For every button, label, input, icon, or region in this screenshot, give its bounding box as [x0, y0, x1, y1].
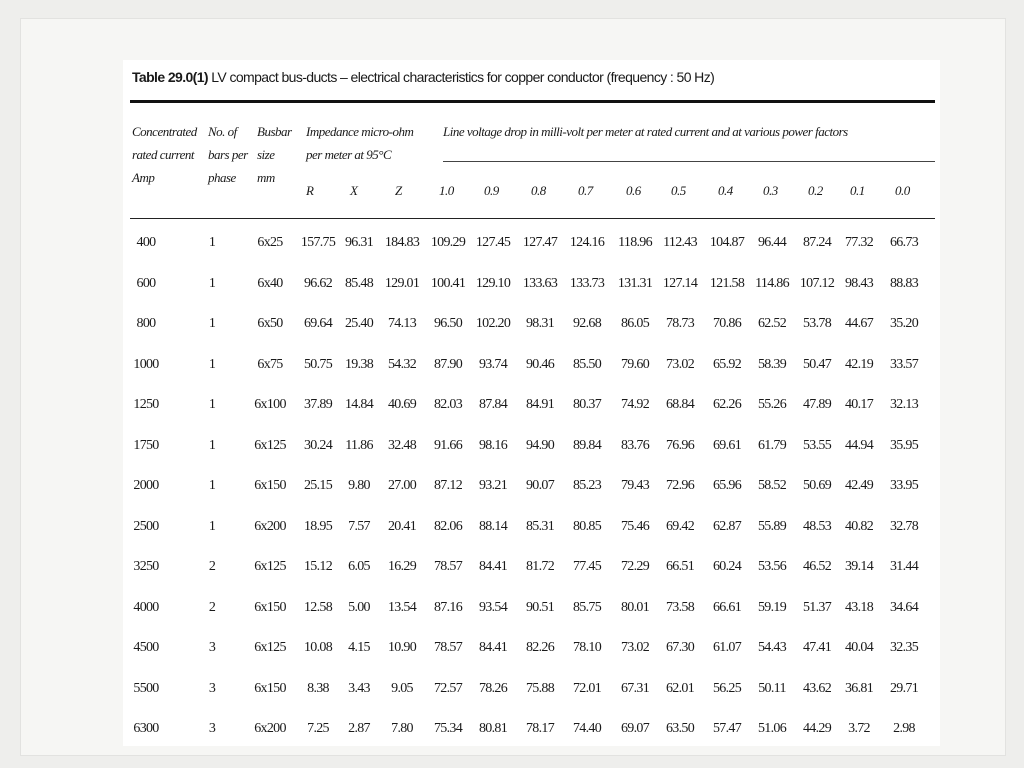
table-cell: 85.75: [572, 599, 602, 615]
table-cell: 48.53: [802, 518, 832, 534]
table-cell: 109.29: [430, 235, 466, 250]
table-cell: 6x100: [254, 397, 286, 412]
table-cell: 46.52: [802, 559, 832, 574]
table-cell: 15.12: [303, 559, 333, 574]
table-row: [123, 235, 940, 276]
table-cell: 87.16: [433, 599, 463, 615]
table-cell: 1: [208, 478, 216, 493]
table-cell: 67.30: [665, 640, 695, 655]
table-cell: 25.15: [303, 478, 333, 493]
table-cell: 87.12: [433, 478, 463, 493]
table-cell: 50.47: [802, 356, 832, 372]
table-cell: 93.54: [478, 599, 508, 615]
table-cell: 4.15: [348, 640, 370, 655]
table-cell: 78.73: [665, 316, 695, 331]
table-cell: 32.48: [387, 437, 417, 453]
table-cell: 133.63: [522, 275, 558, 291]
table-cell: 5.00: [348, 599, 370, 615]
table-cell: 47.41: [802, 640, 832, 655]
table-cell: 1: [208, 356, 216, 372]
header-power-factor: 0.0: [895, 183, 910, 198]
table-title: [132, 69, 714, 85]
table-cell: 74.92: [620, 397, 650, 412]
table-cell: 18.95: [303, 518, 333, 534]
table-cell: 6x200: [254, 721, 286, 736]
table-cell: 6x75: [257, 356, 283, 372]
table-cell: 1250: [133, 397, 159, 412]
table-cell: 73.02: [620, 640, 650, 655]
table-cell: 80.01: [620, 599, 650, 615]
table-cell: 31.44: [889, 559, 919, 574]
table-cell: 40.17: [844, 397, 874, 412]
table-caption: LV compact bus-ducts – electrical characteristics for copper conductor (frequency : 50 Hz): [211, 69, 715, 85]
table-cell: 9.05: [391, 680, 413, 696]
table-cell: 85.23: [572, 478, 602, 493]
table-cell: 6x25: [257, 235, 283, 250]
table-cell: 98.43: [844, 275, 874, 291]
table-cell: 100.41: [430, 275, 466, 291]
table-cell: 53.55: [802, 437, 832, 453]
table-cell: 62.01: [665, 680, 695, 696]
table-cell: 51.37: [802, 599, 832, 615]
header-power-factor: 0.7: [578, 183, 593, 198]
table-cell: 84.41: [478, 640, 508, 655]
table-cell: 67.31: [620, 680, 650, 696]
table-cell: 37.89: [303, 397, 333, 412]
table-cell: 3: [208, 640, 216, 655]
header-impedance-x: X: [350, 183, 358, 198]
table-cell: 88.14: [478, 518, 508, 534]
table-cell: 6x125: [254, 437, 286, 453]
table-row: [123, 357, 940, 398]
table-cell: 72.01: [572, 680, 602, 696]
table-cell: 5500: [133, 680, 159, 696]
table-cell: 76.96: [665, 437, 695, 453]
table-cell: 73.02: [665, 356, 695, 372]
table-cell: 112.43: [663, 235, 697, 250]
table-cell: 78.57: [433, 559, 463, 574]
table-cell: 118.96: [618, 235, 652, 250]
table-cell: 90.51: [525, 599, 555, 615]
table-cell: 87.90: [433, 356, 463, 372]
header-power-factor: 1.0: [439, 183, 454, 198]
table-cell: 62.52: [757, 316, 787, 331]
table-cell: 77.45: [572, 559, 602, 574]
table-cell: 79.60: [620, 356, 650, 372]
top-rule: [130, 100, 935, 103]
table-cell: 104.87: [709, 235, 745, 250]
table-cell: 133.73: [569, 275, 605, 291]
table-cell: 53.78: [802, 316, 832, 331]
table-cell: 44.29: [802, 721, 832, 736]
table-cell: 131.31: [617, 275, 653, 291]
table-cell: 129.10: [475, 275, 511, 291]
table-cell: 102.20: [475, 316, 511, 331]
table-cell: 2000: [133, 478, 159, 493]
table-row: [123, 316, 940, 357]
header-rated-current: Concentrated rated current Amp: [132, 124, 197, 185]
table-cell: 78.10: [572, 640, 602, 655]
table-cell: 58.52: [757, 478, 787, 493]
table-cell: 54.32: [387, 356, 417, 372]
table-cell: 85.31: [525, 518, 555, 534]
table-cell: 16.29: [387, 559, 417, 574]
table-cell: 75.46: [620, 518, 650, 534]
table-cell: 82.03: [433, 397, 463, 412]
table-cell: 72.96: [665, 478, 695, 493]
table-cell: 800: [136, 316, 156, 331]
table-cell: 69.61: [712, 437, 742, 453]
table-cell: 6.05: [348, 559, 370, 574]
table-row: [123, 559, 940, 600]
table-cell: 82.06: [433, 518, 463, 534]
table-cell: 78.26: [478, 680, 508, 696]
table-cell: 20.41: [387, 518, 417, 534]
header-voltage-drop: Line voltage drop in milli-volt per meter at rated current and at various power factors: [443, 124, 848, 139]
table-cell: 75.34: [433, 721, 463, 736]
table-cell: 83.76: [620, 437, 650, 453]
table-cell: 10.08: [303, 640, 333, 655]
table-cell: 54.43: [757, 640, 787, 655]
table-cell: 29.71: [889, 680, 919, 696]
table-cell: 1: [208, 518, 216, 534]
table-cell: 77.32: [844, 235, 874, 250]
table-cell: 50.69: [802, 478, 832, 493]
table-cell: 62.87: [712, 518, 742, 534]
table-cell: 6x150: [254, 680, 286, 696]
table-cell: 93.74: [478, 356, 508, 372]
table-cell: 35.95: [889, 437, 919, 453]
table-cell: 13.54: [387, 599, 417, 615]
table-cell: 34.64: [889, 599, 919, 615]
table-cell: 39.14: [844, 559, 874, 574]
table-cell: 68.84: [665, 397, 695, 412]
table-cell: 56.25: [712, 680, 742, 696]
header-impedance-r: R: [306, 183, 314, 198]
table-cell: 43.62: [802, 680, 832, 696]
table-cell: 80.37: [572, 397, 602, 412]
table-row: [123, 478, 940, 519]
table-cell: 79.43: [620, 478, 650, 493]
table-cell: 66.73: [889, 235, 919, 250]
table-cell: 66.51: [665, 559, 695, 574]
table-cell: 184.83: [384, 235, 420, 250]
table-cell: 80.85: [572, 518, 602, 534]
table-cell: 1: [208, 316, 216, 331]
header-power-factor: 0.2: [808, 183, 823, 198]
table-cell: 12.58: [303, 599, 333, 615]
table-cell: 6x125: [254, 559, 286, 574]
header-power-factor: 0.6: [626, 183, 641, 198]
table-cell: 6300: [133, 721, 159, 736]
table-cell: 3: [208, 721, 216, 736]
table-cell: 127.45: [475, 235, 511, 250]
table-cell: 74.40: [572, 721, 602, 736]
header-power-factor: 0.1: [850, 183, 865, 198]
header-impedance: Impedance micro-ohm per meter at 95°C: [306, 124, 414, 162]
table-cell: 1: [208, 235, 216, 250]
table-row: [123, 519, 940, 560]
table-cell: 73.58: [665, 599, 695, 615]
table-cell: 2.87: [348, 721, 370, 736]
table-cell: 3250: [133, 559, 159, 574]
table-cell: 6x40: [257, 275, 283, 291]
table-cell: 10.90: [387, 640, 417, 655]
table-cell: 55.89: [757, 518, 787, 534]
table-cell: 14.84: [344, 397, 374, 412]
table-cell: 47.89: [802, 397, 832, 412]
table-cell: 81.72: [525, 559, 555, 574]
header-power-factor: 0.4: [718, 183, 733, 198]
table-cell: 78.57: [433, 640, 463, 655]
table-cell: 2: [208, 599, 216, 615]
table-cell: 82.26: [525, 640, 555, 655]
table-cell: 129.01: [384, 275, 420, 291]
table-cell: 85.50: [572, 356, 602, 372]
table-cell: 69.07: [620, 721, 650, 736]
table-cell: 55.26: [757, 397, 787, 412]
table-cell: 60.24: [712, 559, 742, 574]
table-cell: 44.94: [844, 437, 874, 453]
table-cell: 72.29: [620, 559, 650, 574]
table-cell: 107.12: [799, 275, 835, 291]
table-cell: 6x150: [254, 599, 286, 615]
table-cell: 75.88: [525, 680, 555, 696]
table-cell: 86.05: [620, 316, 650, 331]
table-cell: 33.57: [889, 356, 919, 372]
table-cell: 61.79: [757, 437, 787, 453]
table-cell: 32.13: [889, 397, 919, 412]
table-cell: 19.38: [344, 356, 374, 372]
table-cell: 96.62: [303, 275, 333, 291]
table-cell: 53.56: [757, 559, 787, 574]
table-row: [123, 640, 940, 681]
table-cell: 84.91: [525, 397, 555, 412]
table-cell: 74.13: [387, 316, 417, 331]
table-cell: 92.68: [572, 316, 602, 331]
header-power-factor: 0.8: [531, 183, 546, 198]
voltage-drop-subrule: [443, 161, 935, 162]
table-cell: 32.78: [889, 518, 919, 534]
table-cell: 90.46: [525, 356, 555, 372]
table-cell: 84.41: [478, 559, 508, 574]
table-cell: 89.84: [572, 437, 602, 453]
table-cell: 7.25: [307, 721, 329, 736]
table-body: [123, 235, 940, 762]
table-cell: 40.69: [387, 397, 417, 412]
table-cell: 98.31: [525, 316, 555, 331]
table-cell: 3.72: [848, 721, 870, 736]
table-cell: 3.43: [348, 680, 370, 696]
table-cell: 69.42: [665, 518, 695, 534]
table-cell: 124.16: [569, 235, 605, 250]
table-cell: 96.31: [344, 235, 374, 250]
table-cell: 7.80: [391, 721, 413, 736]
table-cell: 59.19: [757, 599, 787, 615]
table-cell: 8.38: [307, 680, 329, 696]
header-rule: [130, 218, 935, 219]
table-cell: 85.48: [344, 275, 374, 291]
header-impedance-z: Z: [395, 183, 402, 198]
table-cell: 43.18: [844, 599, 874, 615]
table-cell: 42.19: [844, 356, 874, 372]
table-cell: 3: [208, 680, 216, 696]
table-cell: 40.04: [844, 640, 874, 655]
table-cell: 6x50: [257, 316, 283, 331]
table-cell: 44.67: [844, 316, 874, 331]
table-cell: 96.50: [433, 316, 463, 331]
table-cell: 11.86: [345, 437, 373, 453]
table-cell: 65.92: [712, 356, 742, 372]
table-row: [123, 438, 940, 479]
table-cell: 114.86: [755, 275, 789, 291]
table-cell: 4500: [133, 640, 159, 655]
table-cell: 157.75: [300, 235, 336, 250]
header-power-factor: 0.3: [763, 183, 778, 198]
table-cell: 6x200: [254, 518, 286, 534]
table-cell: 87.24: [802, 235, 832, 250]
table-cell: 91.66: [433, 437, 463, 453]
table-cell: 57.47: [712, 721, 742, 736]
table-cell: 4000: [133, 599, 159, 615]
table-cell: 30.24: [303, 437, 333, 453]
table-cell: 400: [136, 235, 156, 250]
table-cell: 96.44: [757, 235, 787, 250]
table-cell: 66.61: [712, 599, 742, 615]
table-row: [123, 600, 940, 641]
table-cell: 1: [208, 275, 216, 291]
table-cell: 50.75: [303, 356, 333, 372]
table-cell: 87.84: [478, 397, 508, 412]
header-power-factor: 0.5: [671, 183, 686, 198]
table-cell: 88.83: [889, 275, 919, 291]
table-cell: 2: [208, 559, 216, 574]
table-cell: 27.00: [387, 478, 417, 493]
table-cell: 58.39: [757, 356, 787, 372]
table-number: Table 29.0(1): [132, 69, 208, 85]
table-cell: 2500: [133, 518, 159, 534]
header-busbar-size: Busbar size mm: [257, 124, 292, 185]
table-cell: 9.80: [348, 478, 370, 493]
table-row: [123, 276, 940, 317]
table-cell: 80.81: [478, 721, 508, 736]
table-cell: 600: [136, 275, 156, 291]
table-row: [123, 397, 940, 438]
table-cell: 35.20: [889, 316, 919, 331]
table-cell: 127.14: [662, 275, 698, 291]
table-cell: 1: [208, 397, 216, 412]
table-cell: 63.50: [665, 721, 695, 736]
table-row: [123, 721, 940, 762]
header-bars-per-phase: No. of bars per phase: [208, 124, 248, 185]
table-cell: 90.07: [525, 478, 555, 493]
table-cell: 1750: [133, 437, 159, 453]
table-cell: 78.17: [525, 721, 555, 736]
header-power-factor: 0.9: [484, 183, 499, 198]
table-cell: 50.11: [758, 680, 786, 696]
table-cell: 61.07: [712, 640, 742, 655]
table-cell: 6x125: [254, 640, 286, 655]
table-cell: 51.06: [757, 721, 787, 736]
table-cell: 1: [208, 437, 216, 453]
table-cell: 25.40: [344, 316, 374, 331]
bus-duct-table: [123, 60, 940, 746]
table-cell: 94.90: [525, 437, 555, 453]
table-cell: 42.49: [844, 478, 874, 493]
table-cell: 70.86: [712, 316, 742, 331]
table-cell: 127.47: [522, 235, 558, 250]
table-cell: 33.95: [889, 478, 919, 493]
table-cell: 32.35: [889, 640, 919, 655]
table-cell: 6x150: [254, 478, 286, 493]
table-cell: 62.26: [712, 397, 742, 412]
table-cell: 36.81: [844, 680, 874, 696]
table-cell: 72.57: [433, 680, 463, 696]
table-cell: 121.58: [709, 275, 745, 291]
table-cell: 93.21: [478, 478, 508, 493]
table-cell: 2.98: [893, 721, 915, 736]
table-cell: 1000: [133, 356, 159, 372]
table-cell: 98.16: [478, 437, 508, 453]
table-cell: 7.57: [348, 518, 370, 534]
table-row: [123, 681, 940, 722]
table-cell: 65.96: [712, 478, 742, 493]
table-cell: 40.82: [844, 518, 874, 534]
table-cell: 69.64: [303, 316, 333, 331]
